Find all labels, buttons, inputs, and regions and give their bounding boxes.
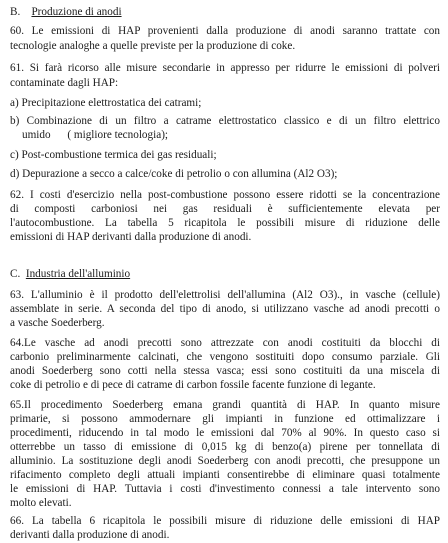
- para-62-line-2: di composti carboniosi nei gas residuali è sufficientemente elevata per: [10, 203, 440, 215]
- para-65-line-1: 65.Il procedimento Soederberg emana grandi quantità di HAP. In quanto misure: [10, 399, 440, 411]
- para-63-line-1: 63. L'alluminio è il prodotto dell'elettrolisi dell'allumina (Al2 O3)., in vasche (cellule): [10, 289, 440, 301]
- list-item-b-line-1: b) Combinazione di un filtro a catrame elettrostatico classico e di un filtro elettrico: [10, 115, 440, 127]
- para-60-line-2: tecnologie analoghe a quelle previste per la produzione di coke.: [10, 40, 296, 52]
- para-63-line-2: assemblate in serie. A seconda del tipo di anodo, si utilizzano vasche ad anodi precotti o: [10, 303, 440, 315]
- list-item-c: c) Post-combustione termica dei gas residuali;: [10, 149, 217, 161]
- section-c-title: Industria dell'alluminio: [25, 268, 131, 280]
- section-c-heading: [10, 268, 440, 281]
- para-65-line-2: primarie, si possono ammodernare gli impianti in funzione ed ottimalizzare i: [10, 413, 440, 425]
- para-64-line-1: 64.Le vasche ad anodi precotti sono attrezzate con anodi costituiti da blocchi di: [10, 337, 440, 349]
- para-62-line-1: 62. I costi d'esercizio nella post-combustione possono essere ridotti se la concentrazione: [10, 189, 440, 201]
- para-66-line-1: 66. La tabella 6 ricapitola le possibili misure di riduzione delle emissioni di HAP: [10, 515, 440, 527]
- para-64-line-4: coke di petrolio e di pece di catrame di carbon fossile facente funzione di legante.: [10, 379, 376, 391]
- para-65-line-4: otterrebbe un tasso di emissione di 0,015 kg di benzo(a) pirene per tonnellata di: [10, 441, 440, 453]
- para-62-line-4: emissioni di HAP derivanti dalla produzione di anodi.: [10, 231, 252, 243]
- list-item-a: a) Precipitazione elettrostatica dei catrami;: [10, 97, 202, 109]
- section-b-letter: B.: [10, 6, 21, 18]
- list-item-d: d) Depurazione a secco a calce/coke di petrolio o con allumina (Al2 O3);: [10, 168, 338, 180]
- para-66-line-2: derivanti dalla produzione di anodi.: [10, 529, 170, 541]
- para-65-line-6: rifacimento completo degli attuali impianti consentirebbe di eliminare quasi totalmente: [10, 469, 440, 481]
- section-b-title: Produzione di anodi: [31, 6, 122, 18]
- para-65-line-5: alluminio. La sostituzione degli anodi Soederberg con anodi precotti, che presuppone un: [10, 455, 440, 467]
- list-item-b-line-2: umido ( migliore tecnologia);: [22, 129, 169, 141]
- para-61-line-2: contaminate dagli HAP:: [10, 77, 119, 89]
- section-c-letter: C.: [10, 268, 21, 280]
- para-60-line-1: 60. Le emissioni di HAP provenienti dalla produzione di anodi saranno trattate con: [10, 25, 440, 37]
- para-65-line-8: molto elevati.: [10, 497, 72, 509]
- section-b-heading: [10, 6, 440, 19]
- para-63-line-3: a vasche Soederberg.: [10, 317, 105, 329]
- para-61-line-1: 61. Si farà ricorso alle misure secondarie in appresso per ridurre le emissioni di polveri: [10, 62, 440, 74]
- para-65-line-3: procedimenti, riducendo in tal modo le emissioni dal 70% al 90%. In questo caso si: [10, 427, 440, 439]
- para-64-line-3: anodi Soederberg sono cotti nella stessa vasca; essi sono costituiti da una miscela di: [10, 365, 440, 377]
- para-65-line-7: le emissioni di HAP. Tuttavia i costi d'investimento connessi a tale intervento sono: [10, 483, 440, 495]
- para-64-line-2: carbonio preliminarmente calcinati, che vengono sostituiti dopo consumo parziale. Gli: [10, 351, 440, 363]
- para-62-line-3: l'autocombustione. La tabella 5 ricapitola le possibili misure di riduzione delle: [10, 217, 440, 229]
